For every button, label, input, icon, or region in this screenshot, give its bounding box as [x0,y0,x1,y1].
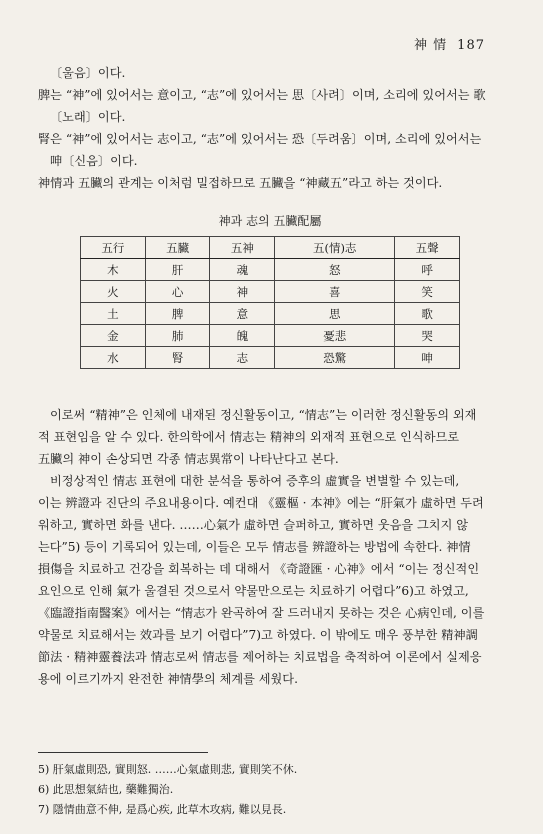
page-number: 187 [457,38,485,53]
table-cell: 水 [81,347,146,369]
table-cell: 魂 [210,259,275,281]
table-cell: 意 [210,303,275,325]
table-row [81,347,460,369]
text-line: 적 표현임을 알 수 있다. 한의학에서 情志는 精神의 외재적 표현으로 인식하므로 [38,430,460,444]
table-header-cell: 五行 [81,237,146,259]
organ-correspondence-table [80,236,460,369]
table-cell: 哭 [395,325,460,347]
organ-table-block [80,212,460,369]
table-row [81,259,460,281]
table-header-row [81,237,460,259]
running-header [414,34,485,53]
text-line: 워하고, 實하면 화를 낸다. ……心氣가 虛하면 슬퍼하고, 實하면 웃음을 그치지 않 [38,518,469,532]
table-header-cell: 五(情)志 [275,237,395,259]
body-text [38,62,500,194]
text-line: 呻〔신음〕이다. [50,154,138,168]
table-cell: 魄 [210,325,275,347]
text-line: 이는 辨證과 진단의 주요내용이다. 예컨대 《靈樞 · 本神》에는 “肝氣가 虛하면 두려 [38,496,484,510]
table-cell: 喜 [275,281,395,303]
table-cell: 思 [275,303,395,325]
table-cell: 怒 [275,259,395,281]
table-header-cell: 五臟 [145,237,210,259]
table-header-cell: 五聲 [395,237,460,259]
table-cell: 笑 [395,281,460,303]
chapter-title: 神 情 [414,38,448,53]
table-cell: 憂悲 [275,325,395,347]
table-cell: 腎 [145,347,210,369]
footnote: 6) 此思想氣結也, 藥難獨治. [38,783,174,796]
table-cell: 火 [81,281,146,303]
footnote-divider [38,752,208,753]
table-header-cell: 五神 [210,237,275,259]
table-cell: 呻 [395,347,460,369]
text-line: 이로써 “精神”은 인체에 내재된 정신활동이고, “情志”는 이러한 정신활동의 외재 [50,408,477,422]
footnotes [38,760,500,820]
table-cell: 心 [145,281,210,303]
text-line: 脾는 “神”에 있어서는 意이고, “志”에 있어서는 思〔사려〕이며, 소리에 있어서는 歌 [38,88,486,102]
table-cell: 木 [81,259,146,281]
table-cell: 神 [210,281,275,303]
table-cell: 土 [81,303,146,325]
table-row [81,303,460,325]
text-line: 神情과 五臟의 관계는 이처럼 밀접하므로 五臟을 “神藏五”라고 하는 것이다. [38,176,443,190]
table-row [81,281,460,303]
table-cell: 呼 [395,259,460,281]
table-cell: 肝 [145,259,210,281]
text-line: 비정상적인 情志 표현에 대한 분석을 통하여 증후의 虛實을 변별할 수 있는데, [50,474,460,488]
table-caption: 神과 志의 五臟配屬 [218,214,322,228]
footnote: 7) 隱情曲意不伸, 是爲心疾, 此草木攻病, 難以見長. [38,803,287,816]
body-text-continued [38,404,500,690]
text-line: 腎은 “神”에 있어서는 志이고, “志”에 있어서는 恐〔두려움〕이며, 소리에 있어서는 [38,132,482,146]
footnote: 5) 肝氣虛則恐, 實則怒. ……心氣虛則悲, 實則笑不休. [38,763,298,776]
text-line: 〔노래〕이다. [50,110,126,124]
text-line: 損傷을 치료하고 건강을 회복하는 데 대해서 《奇證匯 · 心神》에서 “이는 정신적인 [38,562,480,576]
table-cell: 恐驚 [275,347,395,369]
table-row [81,325,460,347]
text-line: 약물로 치료해서는 效과를 보기 어렵다”7)고 하였다. 이 밖에도 매우 풍부한 精神調 [38,628,478,642]
table-cell: 脾 [145,303,210,325]
text-line: 는다”5) 등이 기록되어 있는데, 이들은 모두 情志를 辨證하는 방법에 속한다. 神情 [38,540,471,554]
text-line: 五臟의 神이 손상되면 각종 情志異常이 나타난다고 본다. [38,452,339,466]
table-cell: 志 [210,347,275,369]
text-line: 용에 이르기까지 완전한 神情學의 체계를 세웠다. [38,672,298,686]
table-cell: 歌 [395,303,460,325]
table-cell: 肺 [145,325,210,347]
text-line: 〔울음〕이다. [50,66,126,80]
text-line: 요인으로 인해 氣가 울결된 것으로서 약물만으로는 치료하기 어렵다”6)고 하였고, [38,584,469,598]
table-cell: 金 [81,325,146,347]
text-line: 《臨證指南醫案》에서는 “情志가 완곡하여 잘 드러내지 못하는 것은 心病인데, 이를 [38,606,485,620]
text-line: 節法 · 精神靈養法과 情志로써 情志를 제어하는 치료법을 축적하여 이론에서 실제응 [38,650,482,664]
